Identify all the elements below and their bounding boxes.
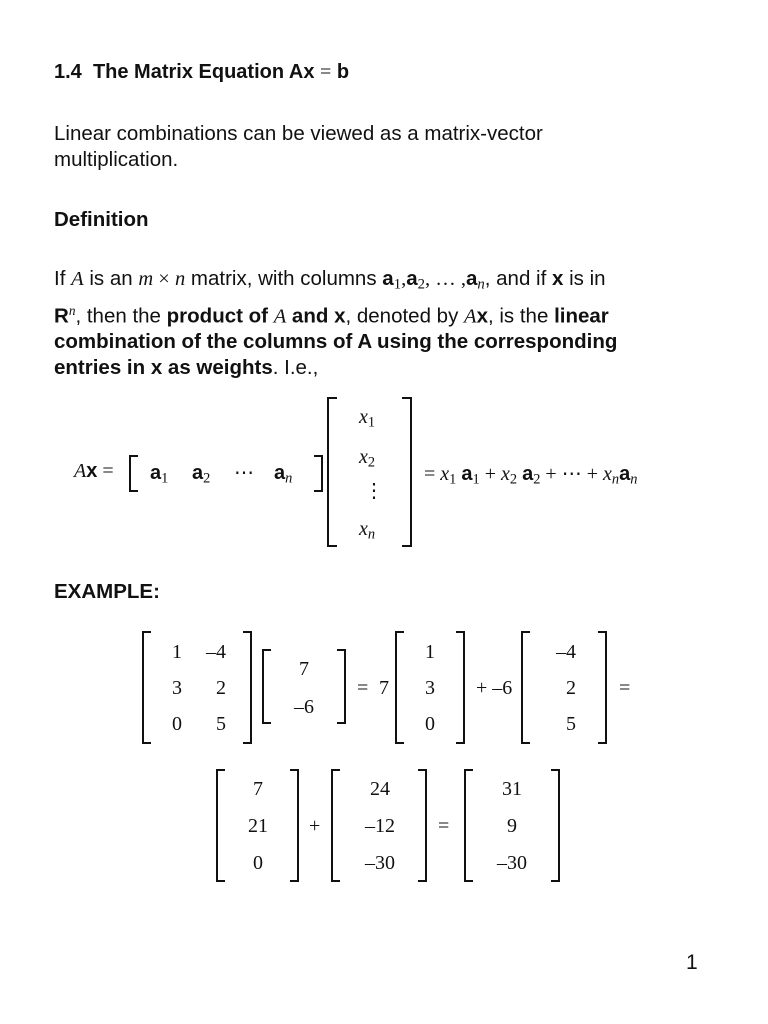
matrix-A-r3c1: 0 — [172, 713, 182, 735]
matrix-A-r2c2: 2 — [216, 677, 226, 699]
formula-rhs-plus-2: + — [545, 463, 557, 485]
example-v2-left-bracket — [332, 770, 340, 881]
formula-rhs-a1: a — [461, 463, 473, 485]
intro-line-1: Linear combinations can be viewed as a matrix-vector — [54, 122, 543, 145]
definition-line-1: If A is an m × n matrix, with columns $a_1,a_2$, … ,an, and if x is in — [54, 267, 606, 293]
formula-a2-sub: 2 — [203, 470, 211, 487]
example-matrix-A-right-bracket — [243, 632, 251, 743]
example-col1-right-bracket — [456, 632, 464, 743]
formula-vec-x: x — [86, 460, 98, 482]
v1-entry-2: 21 — [248, 815, 268, 837]
def-text-is-in: is in — [563, 267, 606, 290]
def-var-A-2: A — [273, 305, 287, 328]
example-v1-left-bracket — [217, 770, 225, 881]
page-number: 1 — [686, 951, 698, 974]
section-title-equals: = — [320, 61, 332, 83]
formula-x1-sub: 1 — [367, 414, 376, 431]
formula-xn-letter: x — [359, 518, 368, 540]
formula-a2-letter: a — [192, 462, 204, 484]
def-var-n: n — [174, 268, 186, 290]
def-var-m: m — [138, 268, 154, 290]
def-text-and-if: , and if — [484, 267, 552, 290]
matrix-A-r1c1: 1 — [172, 641, 182, 663]
formula-rhs-an-sub: n — [630, 471, 638, 488]
def-vec-x: x — [552, 267, 564, 290]
example-plus-coef-2: + –6 — [476, 677, 513, 699]
def-var-A-3: A — [464, 305, 477, 328]
def-sub-n: n — [477, 276, 485, 293]
matrix-A-r2c1: 3 — [172, 677, 182, 699]
formula-x2-sub: 2 — [367, 454, 376, 471]
def-and-x: and x — [286, 304, 346, 328]
def-text-is-the: , is the — [487, 304, 555, 328]
section-title-rhs: b — [336, 61, 350, 83]
section-number: 1.4 — [54, 61, 82, 83]
def-dots: , … , — [424, 268, 466, 290]
formula-rhs-a1-sub: 1 — [472, 471, 480, 488]
example-col1-left-bracket — [396, 632, 404, 743]
v2-entry-1: 24 — [370, 778, 390, 800]
formula-a1-letter: a — [150, 462, 162, 484]
formula-rhs-xn-sub: n — [611, 471, 620, 488]
matrix-A-r1c2: –4 — [206, 641, 226, 663]
formula-rhs-a2: a — [522, 463, 534, 485]
example-col2-right-bracket — [598, 632, 606, 743]
formula-cdots: ⋯ — [234, 462, 254, 484]
example-equals-2: = — [619, 677, 631, 699]
formula-rhs-equals: = — [424, 463, 436, 485]
def-var-A: A — [71, 268, 84, 290]
example-matrix-A-left-bracket — [143, 632, 151, 743]
def-text-is-an: is an — [83, 267, 139, 290]
def-vec-x-2: x — [476, 304, 488, 328]
definition-line-3: combination of the columns of A using the corresponding — [54, 330, 618, 354]
col1-entry-1: 1 — [425, 641, 435, 663]
formula-rhs-plus-3: + — [586, 463, 598, 485]
v1-entry-1: 7 — [253, 778, 263, 800]
def-linear: linear — [554, 304, 609, 328]
def-col-an: a — [465, 267, 478, 290]
formula-rhs-x2: x — [500, 463, 510, 485]
formula-var-A: A — [74, 460, 87, 482]
result-entry-3: –30 — [497, 852, 527, 874]
result-entry-2: 9 — [507, 815, 517, 837]
v2-entry-2: –12 — [365, 815, 395, 837]
formula-an-letter: a — [274, 462, 286, 484]
example-v1-right-bracket — [290, 770, 298, 881]
example-equals-1: = — [357, 677, 369, 699]
example-vector-x-right-bracket — [337, 650, 345, 723]
example-vector-x-left-bracket — [263, 650, 271, 723]
def-entries-weights: entries in x as weights — [54, 356, 273, 380]
formula-xn-sub: n — [367, 526, 376, 543]
formula-rhs-an: a — [619, 463, 631, 485]
col1-entry-3: 0 — [425, 713, 435, 735]
col2-entry-3: 5 — [566, 713, 576, 735]
formula-rhs-a2-sub: 2 — [533, 471, 541, 488]
def-product-of: product of — [166, 304, 274, 328]
formula-x1-letter: x — [359, 406, 368, 428]
def-text-if: If — [54, 267, 72, 290]
def-col-a2: a — [406, 267, 418, 290]
def-text-denoted-by: , denoted by — [345, 304, 465, 328]
example-col2-left-bracket — [522, 632, 530, 743]
matrix-A-r3c2: 5 — [216, 713, 226, 735]
example-result-left-bracket — [465, 770, 473, 881]
def-sub-2: 2 — [417, 276, 425, 293]
def-col-a1: a — [382, 267, 394, 290]
def-text-matrix-cols: matrix, with columns — [185, 267, 383, 290]
formula-rhs-x1-sub: 1 — [449, 471, 457, 488]
result-entry-1: 31 — [502, 778, 522, 800]
def-ie: . I.e., — [272, 356, 319, 380]
def-text-then-the: , then the — [75, 304, 167, 328]
formula-equals: = — [102, 460, 114, 482]
formula-vdots: ⋮ — [364, 480, 384, 502]
formula-an-sub: n — [285, 470, 293, 487]
example-heading: EXAMPLE: — [54, 580, 160, 603]
formula-x2-letter: x — [359, 446, 368, 468]
v2-entry-3: –30 — [365, 852, 395, 874]
v1-entry-3: 0 — [253, 852, 263, 874]
definition-heading: Definition — [54, 208, 149, 231]
example-plus: + — [309, 815, 321, 837]
example-equals-3: = — [438, 815, 450, 837]
formula-a1-sub: 1 — [161, 470, 169, 487]
formula-rhs-x1: x — [440, 463, 450, 485]
col2-entry-2: 2 — [566, 677, 576, 699]
intro-line-2: multiplication. — [54, 148, 179, 171]
example-result-right-bracket — [551, 770, 559, 881]
def-sub-1: 1 — [393, 276, 402, 293]
vector-x-entry-2: –6 — [294, 696, 314, 718]
formula-rhs-xn: x — [602, 463, 612, 485]
example-coef-1: 7 — [379, 677, 389, 699]
col2-entry-1: –4 — [556, 641, 576, 663]
section-title-prefix: The Matrix Equation Ax — [92, 61, 315, 83]
formula-rhs-x2-sub: 2 — [509, 471, 518, 488]
def-sup-n: n — [68, 302, 76, 318]
col1-entry-2: 3 — [425, 677, 435, 699]
def-times: × — [153, 268, 175, 290]
formula-rhs-cdots: ⋯ — [561, 463, 582, 485]
vector-x-entry-1: 7 — [299, 658, 309, 680]
def-R: R — [54, 304, 69, 328]
example-v2-right-bracket — [418, 770, 426, 881]
formula-rhs-plus-1: + — [484, 463, 496, 485]
